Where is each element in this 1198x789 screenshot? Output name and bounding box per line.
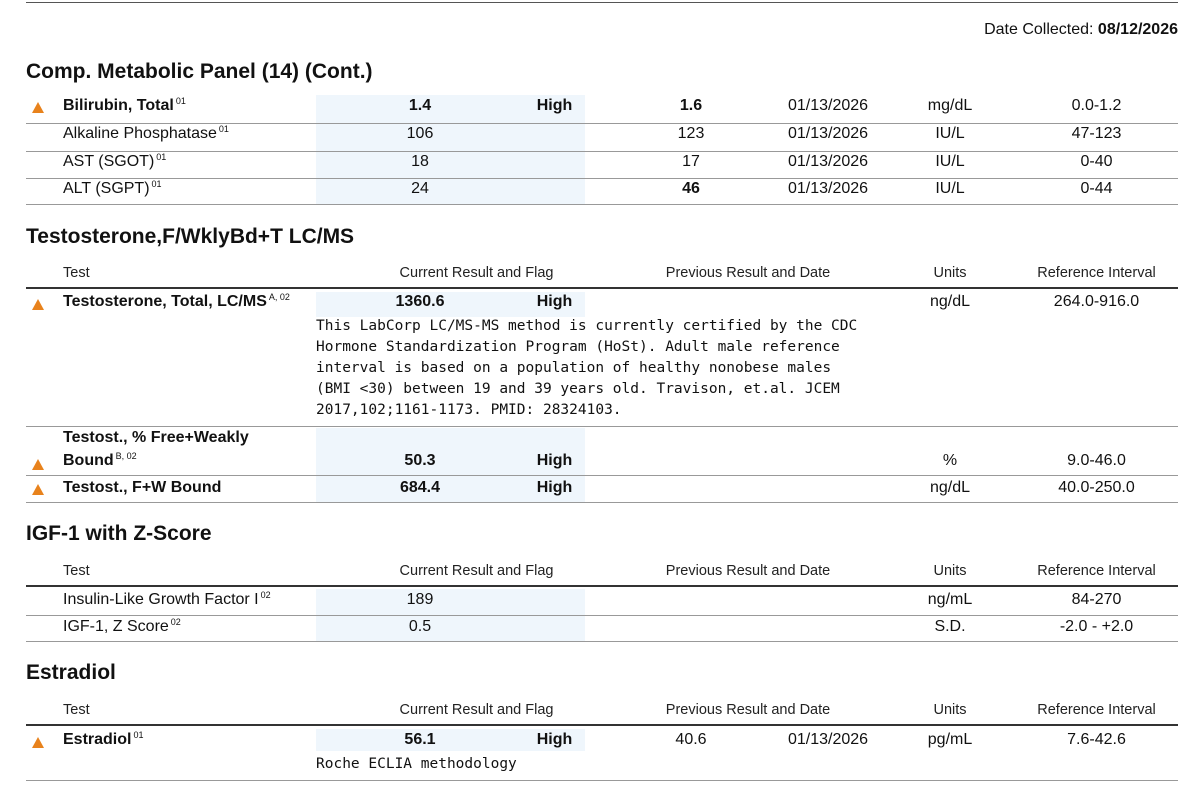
previous-date: 01/13/2026 bbox=[787, 153, 869, 170]
units: ng/mL bbox=[927, 591, 973, 608]
table-row bbox=[26, 731, 1178, 781]
test-name-line1: Testost., % Free+Weakly bbox=[63, 429, 249, 446]
column-header-current: Current Result and Flag bbox=[399, 563, 554, 579]
table-row bbox=[26, 180, 1178, 205]
date-value: 08/12/2026 bbox=[1097, 21, 1178, 38]
column-header-test: Test bbox=[63, 265, 90, 281]
reference-interval: 0-44 bbox=[1080, 180, 1113, 197]
test-name: Alkaline Phosphatase $^{01}$ bbox=[63, 123, 229, 142]
current-result: 106 bbox=[406, 125, 434, 142]
previous-date: 01/13/2026 bbox=[787, 125, 869, 142]
column-header-previous: Previous Result and Date bbox=[665, 265, 831, 281]
previous-result: 46 bbox=[682, 180, 700, 197]
units: S.D. bbox=[934, 618, 966, 635]
table-row bbox=[26, 479, 1178, 503]
reference-interval: 9.0-46.0 bbox=[1067, 452, 1126, 469]
test-name: ALT (SGPT) $^{01}$ bbox=[63, 178, 162, 197]
table-header bbox=[26, 265, 1178, 289]
column-header-reference: Reference Interval bbox=[1037, 702, 1156, 718]
table-header bbox=[26, 702, 1178, 726]
reference-interval: 84-270 bbox=[1071, 591, 1122, 608]
units: pg/mL bbox=[927, 731, 973, 748]
reference-interval: -2.0 - +2.0 bbox=[1059, 618, 1134, 635]
table-row bbox=[26, 97, 1178, 124]
units: % bbox=[942, 452, 958, 469]
flag-triangle-icon bbox=[32, 100, 46, 118]
test-name: Testost., F+W Bound bbox=[63, 479, 222, 496]
units: ng/dL bbox=[929, 293, 971, 310]
previous-result: 123 bbox=[677, 125, 705, 142]
units: ng/dL bbox=[929, 479, 971, 496]
current-result: 18 bbox=[411, 153, 429, 170]
table-row bbox=[26, 293, 1178, 427]
previous-date: 01/13/2026 bbox=[787, 97, 869, 114]
reference-interval: 7.6-42.6 bbox=[1067, 731, 1126, 748]
test-name: Testosterone, Total, LC/MS $^{A, 02}$ bbox=[63, 291, 290, 310]
section-title-cmp: Comp. Metabolic Panel (14) (Cont.) bbox=[26, 60, 373, 83]
result-flag: High bbox=[536, 731, 573, 748]
date-collected bbox=[984, 21, 1178, 39]
section-title-testosterone: Testosterone,F/WklyBd+T LC/MS bbox=[26, 225, 355, 248]
table-row bbox=[26, 591, 1178, 616]
current-result: 0.5 bbox=[408, 618, 432, 635]
current-result: 1360.6 bbox=[395, 293, 445, 310]
column-header-current: Current Result and Flag bbox=[399, 265, 554, 281]
section-title-igf1: IGF-1 with Z-Score bbox=[26, 522, 212, 545]
column-header-units: Units bbox=[933, 265, 967, 281]
reference-interval: 0-40 bbox=[1080, 153, 1113, 170]
current-result: 189 bbox=[406, 591, 434, 608]
test-name: AST (SGOT) $^{01}$ bbox=[63, 151, 167, 170]
units: IU/L bbox=[935, 125, 965, 142]
units: mg/dL bbox=[927, 97, 973, 114]
current-result: 684.4 bbox=[399, 479, 441, 496]
result-flag: High bbox=[536, 452, 573, 469]
result-comment: Roche ECLIA methodology bbox=[316, 756, 517, 772]
result-flag: High bbox=[536, 479, 573, 496]
test-name: IGF-1, Z Score $^{02}$ bbox=[63, 616, 181, 635]
result-comment: This LabCorp LC/MS-MS method is currently certified by the CDC Hormone Standardization Program (HoSt). Adult male reference interval is based on a population of healthy nonobese males (BMI <30) between 19 and 39 years old. Travison, et.al. JCEM 2017,102;1161-1173. PMID: 28324103. bbox=[316, 318, 858, 418]
reference-interval: 47-123 bbox=[1071, 125, 1122, 142]
flag-triangle-icon bbox=[32, 482, 46, 500]
current-result: 50.3 bbox=[404, 452, 436, 469]
result-flag: High bbox=[536, 293, 573, 310]
column-header-units: Units bbox=[933, 563, 967, 579]
flag-triangle-icon bbox=[32, 457, 46, 475]
column-header-previous: Previous Result and Date bbox=[665, 702, 831, 718]
previous-date: 01/13/2026 bbox=[787, 180, 869, 197]
previous-date: 01/13/2026 bbox=[787, 731, 869, 748]
result-flag: High bbox=[536, 97, 573, 114]
table-row bbox=[26, 618, 1178, 642]
test-name: Insulin-Like Growth Factor I $^{02}$ bbox=[63, 589, 271, 608]
flag-triangle-icon bbox=[32, 297, 46, 315]
reference-interval: 264.0-916.0 bbox=[1053, 293, 1140, 310]
column-header-test: Test bbox=[63, 563, 90, 579]
current-result: 24 bbox=[411, 180, 429, 197]
column-header-reference: Reference Interval bbox=[1037, 265, 1156, 281]
column-header-current: Current Result and Flag bbox=[399, 702, 554, 718]
column-header-reference: Reference Interval bbox=[1037, 563, 1156, 579]
previous-result: 40.6 bbox=[675, 731, 707, 748]
test-name: Bilirubin, Total $^{01}$ bbox=[63, 95, 186, 114]
table-row bbox=[26, 153, 1178, 179]
table-row bbox=[26, 125, 1178, 152]
column-header-test: Test bbox=[63, 702, 90, 718]
test-name-line2: Bound $^{B, 02}$ bbox=[63, 450, 137, 469]
current-result: 1.4 bbox=[408, 97, 432, 114]
section-title-estradiol: Estradiol bbox=[26, 661, 116, 684]
date-label: Date Collected: bbox=[984, 21, 1094, 38]
reference-interval: 40.0-250.0 bbox=[1058, 479, 1135, 496]
flag-triangle-icon bbox=[32, 735, 46, 753]
previous-result: 1.6 bbox=[679, 97, 703, 114]
reference-interval: 0.0-1.2 bbox=[1071, 97, 1122, 114]
units: IU/L bbox=[935, 180, 965, 197]
table-row bbox=[26, 429, 1178, 476]
column-header-previous: Previous Result and Date bbox=[665, 563, 831, 579]
table-header bbox=[26, 563, 1178, 587]
test-name: Estradiol $^{01}$ bbox=[63, 729, 144, 748]
top-rule bbox=[26, 2, 1178, 3]
previous-result: 17 bbox=[682, 153, 700, 170]
units: IU/L bbox=[935, 153, 965, 170]
column-header-units: Units bbox=[933, 702, 967, 718]
current-result: 56.1 bbox=[404, 731, 436, 748]
